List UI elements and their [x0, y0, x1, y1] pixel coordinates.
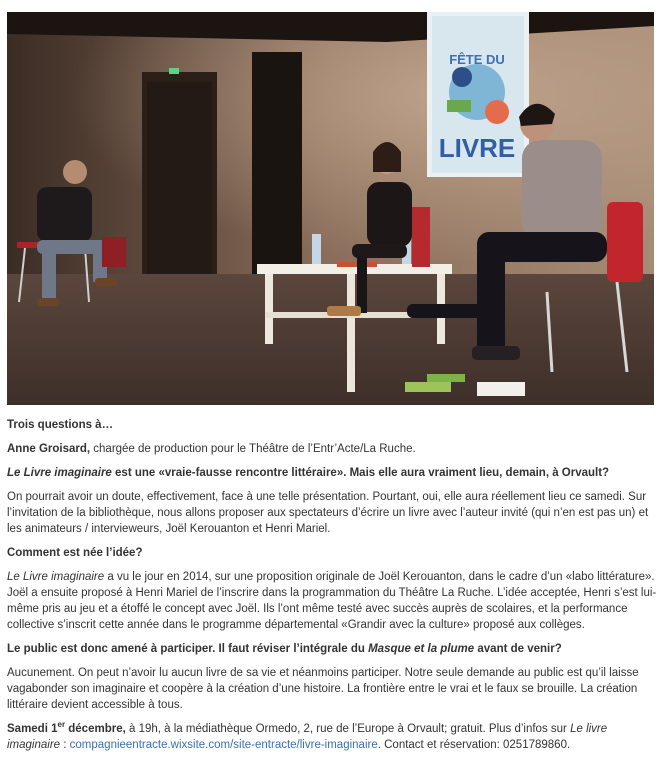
photo-illustration — [7, 12, 654, 405]
question-3 — [7, 641, 657, 657]
article-body — [7, 417, 657, 761]
event-title: Le livre imaginaire — [7, 723, 608, 751]
event-website-link[interactable]: compagnieentracte.wixsite.com/site-entracte/livre-imaginaire — [69, 739, 378, 751]
interviewee-role: chargée de production pour le Théâtre de l’Entr’Acte/La Ruche. — [90, 443, 416, 455]
answer-2-text: a vu le jour en 2014, sur une proposition originale de Joël Kerouanton, dans le cadre d’un «labo littérature». Joël a ensuite proposé à Henri Mariel de l’inscrire dans la programmation du Théâtre La Ruche. L’idée acceptée, Henri s’est lui-même pris au jeu et a étoffé le concept avec Joël. Ils l’ont même testé avec succès auprès de scolaires, et la performance collective s’inscrit cette année dans le programme départemental «Grandir avec la culture» proposé aux collèges. — [7, 571, 657, 631]
poster-title-bottom: LIVRE — [438, 133, 516, 163]
answer-1: On pourrait avoir un doute, effectivement, face à une telle présentation. Pourtant, oui, elle aura réellement lieu ce samedi. Sur l’invitation de la bibliothèque, nous allons proposer aux spectateurs d’écrire un livre avec l’auteur invité (qui n’en est pas un) et les animateurs / intervieweurs, Joël Kerouanton et Henri Mariel. — [7, 491, 649, 535]
answer-3: Aucunement. On peut n’avoir lu aucun livre de sa vie et néanmoins participer. Notre seule demande au public est qu’il laisse vagabonder son imaginaire et coopère à la création d’une histoire. La frontière entre le vrai et le faux se brouille. La création littéraire devient accessible à tous. — [7, 667, 639, 711]
question-2: Comment est née l’idée? — [7, 547, 143, 559]
event-date-day: Samedi 1 — [7, 723, 58, 735]
interviewee-name: Anne Groisard, — [7, 443, 91, 455]
question-1-title: Le Livre imaginaire — [7, 467, 112, 479]
answer-2-title: Le Livre imaginaire — [7, 571, 105, 583]
question-1 — [7, 465, 657, 481]
section-title: Trois questions à… — [7, 419, 114, 431]
question-3-end: avant de venir? — [474, 643, 562, 655]
event-colon: : — [60, 739, 67, 751]
poster-title-top: FÊTE DU — [449, 52, 505, 67]
event-date-month: décembre, — [65, 723, 126, 735]
event-date — [7, 720, 126, 735]
article-photo — [7, 12, 654, 405]
event-date-suffix: er — [57, 720, 66, 730]
answer-2 — [7, 569, 657, 633]
event-info — [7, 721, 657, 753]
question-3-show-name: Masque et la plume — [368, 643, 475, 655]
question-1-text: est une «vraie-fausse rencontre littéraire». Mais elle aura vraiment lieu, demain, à Orvault? — [111, 467, 610, 479]
event-details: à 19h, à la médiathèque Ormedo, 2, rue de l’Europe à Orvault; gratuit. Plus d’infos sur — [125, 723, 571, 735]
event-contact: . Contact et réservation: 0251789860. — [377, 739, 571, 751]
question-3-start: Le public est donc amené à participer. Il faut réviser l’intégrale du — [7, 643, 369, 655]
interviewee-line — [7, 441, 657, 457]
